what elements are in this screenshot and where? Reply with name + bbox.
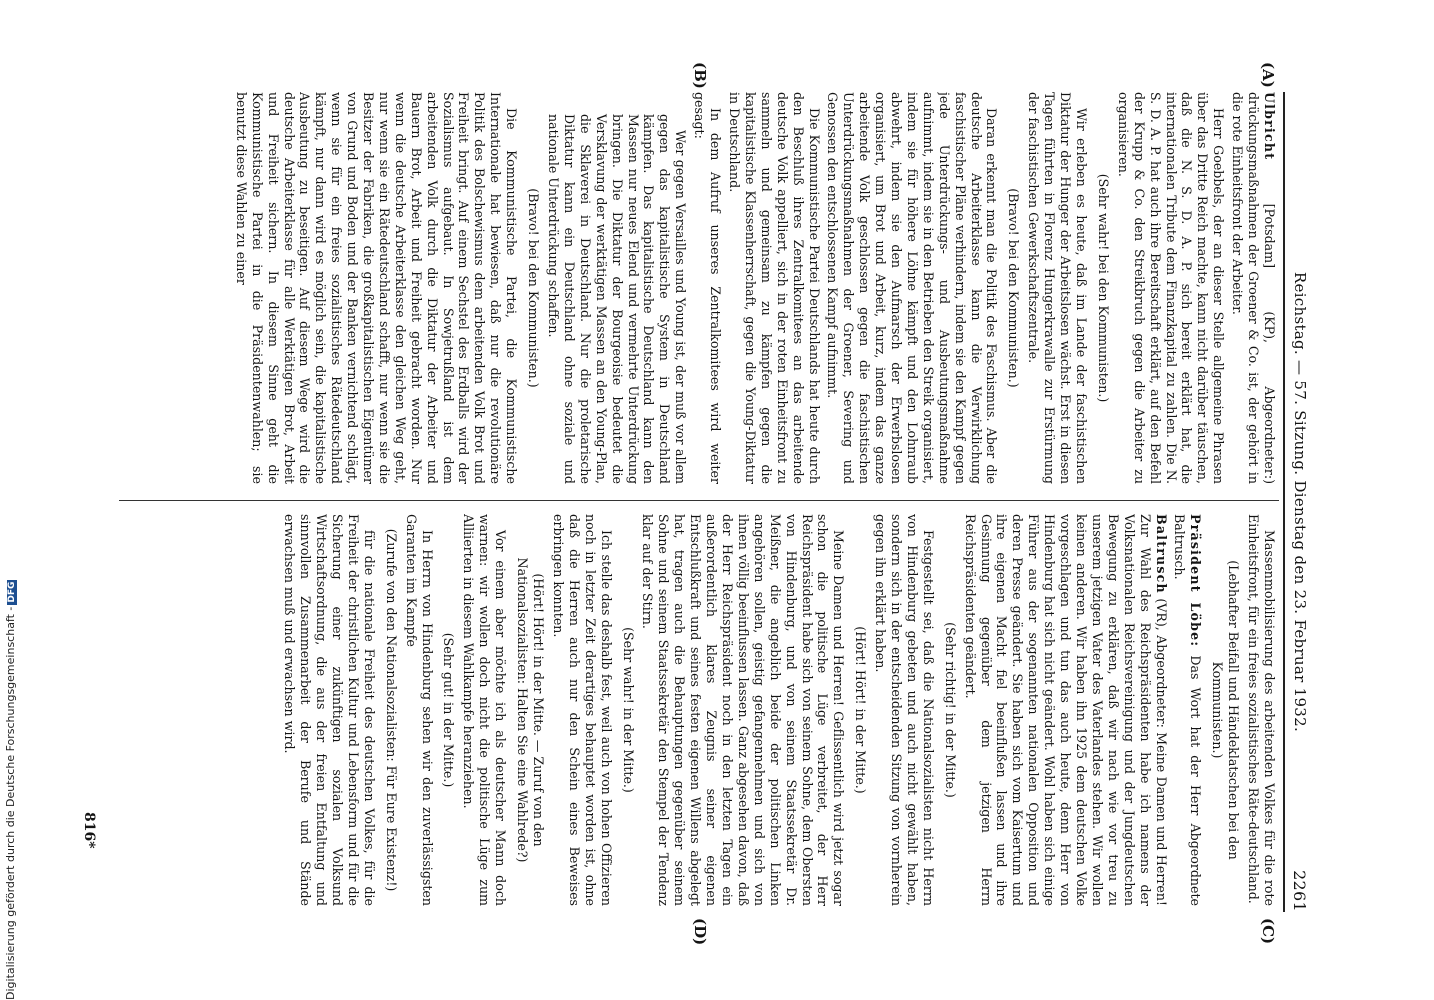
speaker-name: Baltrusch — [1153, 514, 1169, 594]
page-number: 2261 — [1290, 870, 1309, 912]
paragraph: für die nationale Freiheit des deutschen Volkes, für die Freiheit der christlichen Kultur und Lebensform und für die Sicherung einer zukünftigen sozialen Volksund Wirtschaftsordnung, die aus der freien Entfaltung und sinnvollen Zusammenarbeit der Berufe und Stände erwachsen muß und erwachsen wird. — [282, 514, 377, 906]
right-column — [107, 514, 1277, 906]
signature-mark: 816* — [81, 812, 97, 849]
interjection: (Sehr wahr! bei den Kommunisten.) — [1095, 173, 1111, 403]
paragraph — [1172, 514, 1204, 906]
interjection: (Hört! Hört! in der Mitte.) — [853, 626, 869, 794]
interjection: (Sehr richtig! in der Mitte.) — [942, 622, 958, 798]
paragraph: Daran erkennt man die Politik des Faschismus. Aber die deutsche Arbeiterklasse kann die Verwirklichung faschistischer Pläne verhindern, indem sie den Kampf gegen jede Unterdrückungs- und Ausbeutungsmaßnahme aufnimmt, indem sie in den Betrieben den Streik organisiert, indem sie für höhere Löhne kämpft und den Lohnraub abwehrt, indem sie den Aufmarsch der Erwerbslosen organisiert, um Brot und Arbeit, kurz, indem das ganze arbeitende Volk geschlossen gegen die faschistischen Unterdrückungsmaßnahmen der Groener, Severing und Genossen den entschlossenen Kampf aufnimmt. — [825, 92, 1000, 484]
document-page — [69, 62, 1309, 946]
margin-mark-c: (C) — [1259, 918, 1277, 945]
interjection: (Lebhafter Beifall und Händeklatschen bei den Kommunisten.) — [1210, 560, 1242, 860]
dfg-logo: DFG — [7, 581, 17, 603]
column-divider — [119, 500, 1279, 501]
paragraph: Vor einem aber möchte ich als deutscher Mann doch warnen: wir wollen doch nicht die politische Lüge zum Alliierten in diesem Wahlkampfe heranziehen. — [461, 514, 509, 906]
interjection: (Zurufe von den Nationalsozialisten: Für Eure Existenz!) — [383, 528, 399, 892]
paragraph — [1229, 92, 1277, 484]
interjection: (Hört! Hört! in der Mitte. — Zuruf von den Nationalsozialisten: Halten Sie eine Wahlrede?) — [515, 557, 547, 863]
running-header — [1287, 92, 1309, 912]
paragraph-text: (VR), Abgeordneter: Meine Damen und Herren! Zur Wahl des Reichspräsidenten habe ich namens der Volksnationalen Reichsvereinigung und der Jungdeutschen Bewegung zu erklären, daß wir nach wie vor treu zu unserem jetzigen Vater des Vaterlandes stehen. Wir wollen keinen anderen. Wir haben ihn 1925 dem deutschen Volke vorgeschlagen und tun das auch heute, denn Herr von Hindenburg hat sich nicht geändert. Wohl haben sich einige Führer aus der sogenannten nationalen Opposition und deren Presse geändert. Sie haben sich vom Kaisertum und ihre eigenen Macht fiel beeinflußen lassen und ihre Gesinnung gegenüber dem jetzigen Herrn Reichspräsidenten geändert. — [962, 514, 1169, 906]
interjection: (Sehr wahr! in der Mitte.) — [620, 627, 636, 793]
paragraph: Die Kommunistische Partei Deutschlands hat heute durch den Beschluß ihres Zentralkomitees an das arbeitende deutsche Volk appelliert, sich in der roten Einheitsfront zu sammeln und gemeinsam zu kämpfen gegen die kapitalistische Klassenherrschaft, gegen die Young-Diktatur in Deutschland. — [727, 92, 822, 484]
left-column — [107, 92, 1277, 484]
margin-mark-a: (A) — [1259, 62, 1277, 88]
paragraph: Massenmobilisierung des arbeitenden Volkes für die rote Einheitsfront, für ein freies sozialistisches Räte-deutschland. — [1246, 514, 1277, 906]
paragraph-text: Das Wort hat der Herr Abgeordnete Baltrusch. — [1172, 514, 1204, 906]
paragraph: Die Kommunistische Partei, die Kommunistische Internationale hat bewiesen, daß nur die revolutionäre Politik des Bolschewismus dem arbeitenden Volk Brot und Freiheit bringt. Auf einem Sechstel des Erdballs wird der Sozialismus aufgebaut. In Sowjetrußland ist dem arbeitenden Volk durch die Diktatur der Arbeiter und Bauern Brot, Arbeit und Freiheit gebracht worden. Nur wenn die deutsche Arbeiterklasse den gleichen Weg geht, nur wenn sie ein Rätedeutschland schafft, nur wenn sie die Besitzer der Fabriken, die großkapitalistischen Eigentümer von Grund und Boden und der Banken vernichtend schlägt, wenn sie für ein freies sozialistisches Rätedeutschland kämpft, nur dann wird es möglich sein, die kapitalistische Ausbeutung zu beseitigen. Auf diesem Wege wird die deutsche Arbeiterklasse für alle Werktätigen Brot, Arbeit und Freiheit sichern. In diesem Sinne geht die Kommunistische Partei in die Präsidentenwahlen; sie benutzt diese Wahlen zu einer — [233, 92, 520, 484]
paragraph-text: [Potsdam] (KP), Abgeordneter:) drückungsmaßnahmen der Groener & Co. ist, der gehört in die rote Einheitsfront der Arbeiter. — [1230, 92, 1277, 484]
interjection: (Sehr gut! in der Mitte.) — [441, 632, 457, 788]
paragraph: Festgestellt sei, daß die Nationalsozialisten nicht Herrn von Hindenburg gebeten und auch nicht gewählt haben, sondern sich in der entscheidenden Sitzung von vornherein gegen ihn erklärt haben. — [873, 514, 936, 906]
speaker-name: Ulbricht — [1262, 92, 1277, 161]
margin-mark-b: (B) — [691, 62, 709, 89]
paragraph: In Herrn von Hindenburg sehen wir den zuverlässigsten Garanten im Kampfe — [403, 514, 435, 906]
header-rule — [1283, 92, 1285, 912]
paragraph: Wir erleben es heute, daß im Lande der faschistischen Diktatur der Hunger der Arbeitslosen wächst. Erst in diesen Tagen führten in Florenz Hungerkrawalle zur Erstürmung der faschistischen Gewerkschaftszentrale. — [1026, 92, 1090, 484]
quoted-passage: Wer gegen Versailles und Young ist, der muß vor allem gegen das kapitalistische System in Deutschland kämpfen. Das kapitalistische Deutschland kann den Massen nur neues Elend und vermehrte Unterdrückung bringen. Die Diktatur der Bourgeoisie bedeutet die Versklavung der werktätigen Massen an den Young-Plan, die Sklaverei in Deutschland. Nur die proletarische Diktatur kann ein Deutschland ohne soziale und nationale Unterdrückung schaffen. — [546, 114, 689, 484]
paragraph: Ich stelle das deshalb fest, weil auch von hohen Offizieren noch in letzter Zeit derartiges behauptet worden ist, ohne daß die Herren auch nur den Schein eines Beweises erbringen konnten. — [550, 514, 614, 906]
interjection: (Bravo! bei den Kommunisten.) — [1006, 188, 1022, 388]
paragraph: In dem Aufruf unseres Zentralkomitees wird weiter gesagt: — [692, 92, 724, 484]
margin-mark-d: (D) — [691, 918, 709, 946]
paragraph: Herr Goebbels, der an dieser Stelle allgemeine Phrasen über das Dritte Reich machte, kann nicht darüber täuschen, daß die N. S. D. A. P. sich bereit erklärt hat, die internationalen Tribute dem Finanzkapital zu zahlen. Die N. S. D. A. P. hat auch ihre Bereitschaft erklärt, auf den Befehl der Krupp & Co. den Streikbruch gegen die Arbeiter zu organisieren. — [1115, 92, 1227, 484]
credit-text: Digitalisierung gefördert durch die Deutsche Forschungsgemeinschaft - — [4, 606, 17, 1000]
interjection: (Bravo! bei den Kommunisten.) — [526, 188, 542, 388]
paragraph: Meine Damen und Herren! Geflissentlich wird jetzt sogar schon die politische Lüge verbreitet, der Herr Reichspräsident habe sich von seinem Sohne, dem Obersten von Hindenburg, und von seinem Staatssekretär Dr. Meißner, die angeblich beide der politischen Linken angehören sollen, geistig gefangennehmen und sich von ihnen völlig beeinflussen lassen. Ganz abgesehen davon, daß der Herr Reichspräsident noch in den letzten Tagen ein außerordentlich klares Zeugnis seiner eigenen Entschlußkraft und seines festen eigenen Willens abgelegt hat, tragen auch die Behauptungen gegenüber seinem Sohne und seinem Staatssekretär den Stempel der Tendenz klar auf der Stirn. — [640, 514, 847, 906]
speaker-name: Präsident Löbe: — [1188, 514, 1204, 648]
digitization-credit — [4, 0, 18, 1000]
paragraph — [962, 514, 1169, 906]
header-title: Reichstag. — 57. Sitzung. Dienstag den 23. Februar 1932. — [1291, 271, 1309, 733]
